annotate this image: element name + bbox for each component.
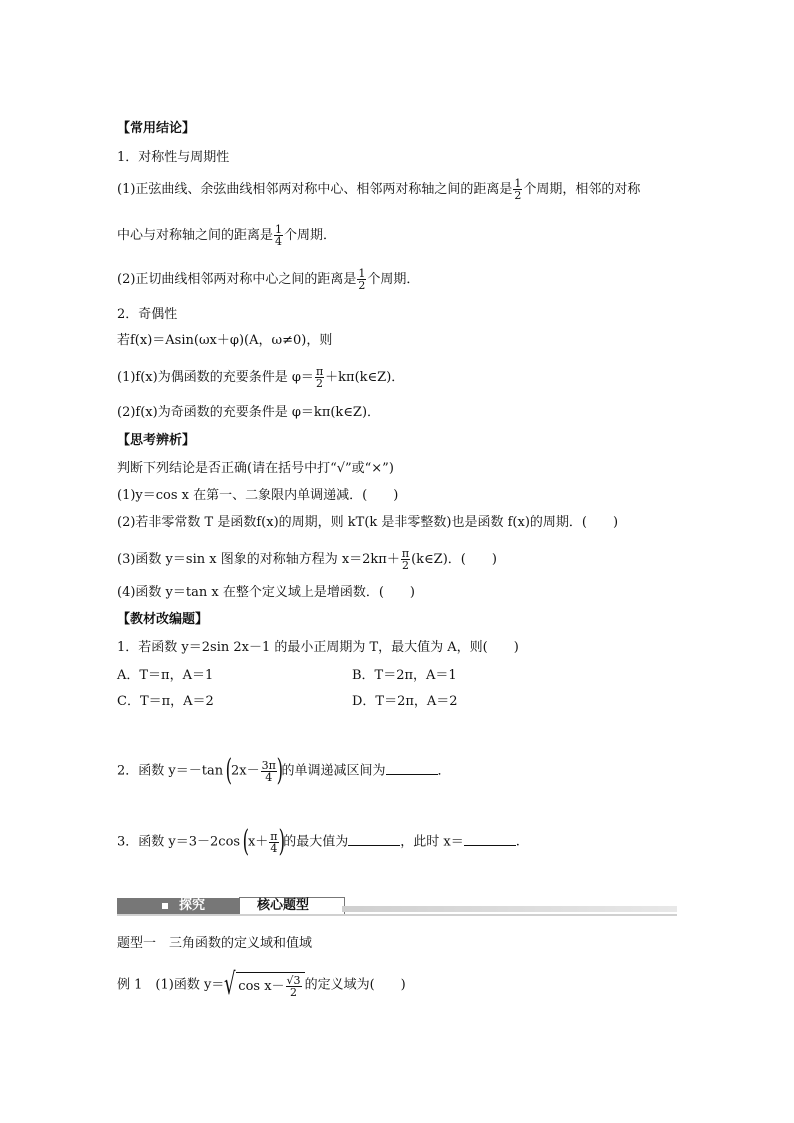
- question-type-1-title: 题型一 三角函数的定义域和值域: [117, 936, 313, 951]
- question-2: 2．函数 y＝－tan (2x－ $\frac{3\pi}{4}$ )的单调递减区间为 ．: [117, 753, 451, 788]
- square-root-expression: √ cos x－ $\frac{√3}{2}$: [224, 972, 304, 998]
- heading-thinking-analysis: 【思考辨析】: [117, 433, 196, 448]
- banner-label-explore: 探究: [179, 898, 206, 913]
- answer-blank-q2[interactable]: [386, 762, 438, 775]
- judgment-item-1: (1)y＝cos x 在第一、二象限内单调递减．( ): [117, 488, 399, 503]
- section-banner: [117, 896, 677, 916]
- fraction-sqrt3-over-2: $\frac{√3}{2}$: [286, 974, 301, 999]
- banner-label-core-types: 核心题型: [257, 898, 310, 913]
- fraction-3pi-over-4: $\frac{3\pi}{4}$: [261, 758, 276, 784]
- fraction-pi-over-2: $\frac{\pi}{2}$: [315, 365, 324, 390]
- paragraph-tan-symmetry: (2)正切曲线相邻两对称中心之间的距离是 $\frac{1}{2}$ 个周期．: [117, 267, 420, 292]
- question-1-option-c: C．T＝π，A＝2: [117, 694, 214, 709]
- question-1-option-b: B．T＝2π，A＝1: [352, 668, 457, 683]
- bullet-square-icon: [162, 903, 168, 909]
- heading-textbook-adapted: 【教材改编题】: [117, 612, 209, 627]
- question-3: 3．函数 y＝3－2cos (x＋ $\frac{\pi}{4}$ )的最大值为 ，此时 x＝ .: [117, 824, 520, 859]
- judgment-item-2: (2)若非零常数 T 是函数f(x)的周期，则 kT(k 是非零整数)也是函数 f(x)的周期．( ): [117, 515, 619, 530]
- question-1-option-a: A．T＝π，A＝1: [117, 668, 214, 683]
- fraction-one-quarter: $\frac{1}{4}$: [275, 223, 283, 248]
- section-symmetry-period-title: 1．对称性与周期性: [117, 150, 230, 165]
- heading-common-conclusions: 【常用结论】: [117, 121, 196, 136]
- example-1: 例 1 (1)函数 y＝ √ cos x－ $\frac{√3}{2}$ 的定义域为( ): [117, 967, 406, 1002]
- section-parity-title: 2．奇偶性: [117, 307, 178, 322]
- fraction-one-half: $\frac{1}{2}$: [514, 177, 522, 202]
- fraction-pi-over-4: $\frac{\pi}{4}$: [270, 829, 278, 855]
- paragraph-sin-cos-symmetry: (1)正弦曲线、余弦曲线相邻两对称中心、相邻两对称轴之间的距离是 $\frac{1}{2}$ 个周期，相邻的对称: [117, 177, 641, 202]
- judgment-item-4: (4)函数 y＝tan x 在整个定义域上是增函数．( ): [117, 585, 415, 600]
- question-1: 1．若函数 y＝2sin 2x－1 的最小正周期为 T，最大值为 A，则( ): [117, 640, 519, 655]
- judgment-item-3: (3)函数 y＝sin x 图象的对称轴方程为 x＝2kπ＋ $\frac{\pi}{2}$ (k∈Z)．( ): [117, 547, 497, 572]
- paragraph-center-axis-distance: 中心与对称轴之间的距离是 $\frac{1}{4}$ 个周期．: [117, 223, 337, 248]
- parity-even-condition: (1)f(x)为偶函数的充要条件是 φ＝ $\frac{\pi}{2}$ ＋kπ(k∈Z)．: [117, 365, 405, 390]
- parity-odd-condition: (2)f(x)为奇函数的充要条件是 φ＝kπ(k∈Z)．: [117, 405, 381, 420]
- fraction-one-half-2: $\frac{1}{2}$: [358, 267, 366, 292]
- fraction-pi-over-2-b: $\frac{\pi}{2}$: [401, 547, 410, 572]
- question-1-option-d: D．T＝2π，A＝2: [352, 694, 458, 709]
- answer-blank-q3-max[interactable]: [348, 833, 400, 846]
- thinking-instructions: 判断下列结论是否正确(请在括号中打“√”或“×”): [117, 461, 394, 476]
- answer-blank-q3-x[interactable]: [464, 833, 516, 846]
- parity-condition: 若f(x)＝Asin(ωx＋φ)(A，ω≠0)，则: [117, 333, 333, 348]
